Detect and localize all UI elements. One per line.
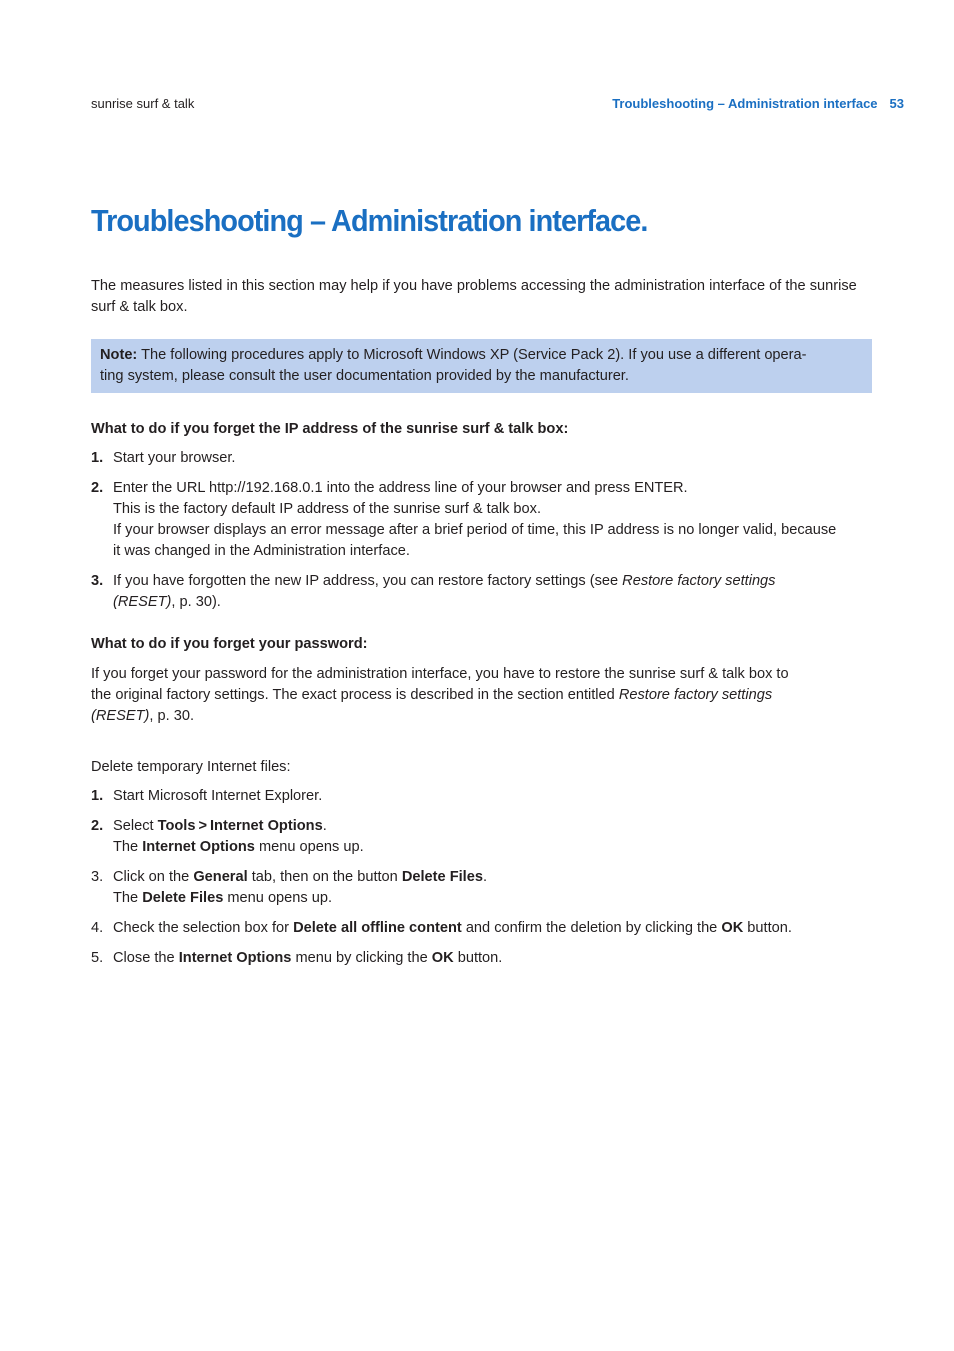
delete-files-intro: Delete temporary Internet files: — [91, 759, 291, 775]
password-paragraph — [91, 664, 872, 727]
header-product-name: sunrise surf & talk — [91, 96, 195, 111]
step-text-part: tab, then on the button — [247, 869, 402, 885]
step-text-part: button. — [453, 950, 503, 966]
page-content — [91, 200, 872, 978]
step-text-part: The — [113, 890, 143, 906]
step-text: If your browser displays an error message after a brief period of time, this IP address is no longer valid, because — [113, 522, 837, 538]
password-line-3 — [91, 706, 872, 727]
password-section-heading: What to do if you forget your password: — [91, 636, 368, 652]
list-item — [91, 571, 872, 613]
header-section-title — [612, 96, 904, 112]
intro-paragraph: The measures listed in this section may help if you have problems accessing the administration interface of the sunrise surf & talk box. — [91, 278, 857, 315]
step-number: 2. — [91, 818, 104, 834]
step-text-part: Select — [113, 818, 158, 834]
general-tab-label: General — [193, 869, 248, 885]
step-text — [113, 592, 872, 613]
step-text — [113, 918, 872, 939]
delete-files-menu-label: Delete Files — [142, 890, 224, 906]
note-line-1 — [100, 345, 863, 366]
step-number: 3. — [91, 573, 104, 589]
page-title: Troubleshooting – Administration interface. — [91, 203, 648, 238]
step-text-part: . — [482, 869, 488, 885]
step-text: This is the factory default IP address of the sunrise surf & talk box. — [113, 501, 542, 517]
step-text — [113, 816, 872, 837]
step-text-part: The — [113, 839, 143, 855]
note-line-2: ting system, please consult the user documentation provided by the manufacturer. — [100, 368, 629, 384]
note-box — [91, 339, 872, 393]
ok-button-label: OK — [431, 950, 454, 966]
list-item — [91, 948, 872, 969]
step-text: Enter the URL http://192.168.0.1 into the address line of your browser and press ENTER. — [113, 480, 688, 496]
password-line-2 — [91, 685, 872, 706]
step-text-part: Check the selection box for — [113, 920, 294, 936]
step-text — [113, 888, 872, 909]
step-text-part: menu opens up. — [254, 839, 364, 855]
step-number: 1. — [91, 788, 104, 804]
password-line-1: If you forget your password for the administration interface, you have to restore the sunrise surf & talk box to — [91, 666, 789, 682]
delete-files-button-label: Delete Files — [401, 869, 483, 885]
reference-link-text: Restore factory settings — [618, 687, 773, 703]
step-text-part: Click on the — [113, 869, 194, 885]
step-text — [113, 837, 872, 858]
password-text-part: , p. 30. — [149, 708, 194, 724]
list-item — [91, 448, 872, 469]
step-number: 5. — [91, 950, 104, 966]
step-text-part: If you have forgotten the new IP address, you can restore factory settings (see — [113, 573, 623, 589]
delete-offline-content-label: Delete all offline content — [293, 920, 462, 936]
list-item — [91, 867, 872, 909]
step-text-part: . — [322, 818, 327, 834]
note-label: Note: — [100, 347, 138, 363]
step-number: 4. — [91, 920, 104, 936]
ip-section-heading: What to do if you forget the IP address of the sunrise surf & talk box: — [91, 421, 569, 437]
ip-steps-list — [91, 448, 872, 613]
menu-tools-label: Tools — [157, 818, 196, 834]
header-section-label: Troubleshooting – Administration interface — [612, 96, 878, 111]
ok-button-label: OK — [721, 920, 744, 936]
step-text-part: menu opens up. — [223, 890, 333, 906]
page-number: 53 — [889, 96, 904, 111]
menu-internet-options-label: Internet Options — [142, 839, 255, 855]
reference-link-text: (RESET) — [113, 594, 172, 610]
list-item — [91, 816, 872, 858]
menu-separator: > — [198, 818, 207, 834]
internet-options-menu-label: Internet Options — [178, 950, 292, 966]
step-text: Start Microsoft Internet Explorer. — [113, 788, 323, 804]
step-text: Start your browser. — [113, 450, 236, 466]
list-item — [91, 918, 872, 939]
reference-link-text: Restore factory settings — [622, 573, 776, 589]
step-text-part: and confirm the deletion by clicking the — [461, 920, 722, 936]
menu-internet-options-label: Internet Options — [210, 818, 323, 834]
delete-steps-list — [91, 786, 872, 969]
password-text-part: the original factory settings. The exact process is described in the section entitled — [91, 687, 619, 703]
step-text: it was changed in the Administration interface. — [113, 543, 410, 559]
reference-link-text: (RESET) — [91, 708, 150, 724]
note-text-1: The following procedures apply to Microsoft Windows XP (Service Pack 2). If you use a different opera- — [137, 347, 807, 363]
list-item — [91, 786, 872, 807]
step-text — [113, 948, 872, 969]
step-text-part: menu by clicking the — [291, 950, 432, 966]
step-number: 2. — [91, 480, 104, 496]
step-text-part: button. — [743, 920, 792, 936]
list-item — [91, 478, 872, 562]
step-text-part: Close the — [113, 950, 179, 966]
step-text — [113, 867, 872, 888]
step-number: 1. — [91, 450, 104, 466]
step-text — [113, 571, 872, 592]
step-number: 3. — [91, 869, 104, 885]
step-text-part: , p. 30). — [171, 594, 221, 610]
